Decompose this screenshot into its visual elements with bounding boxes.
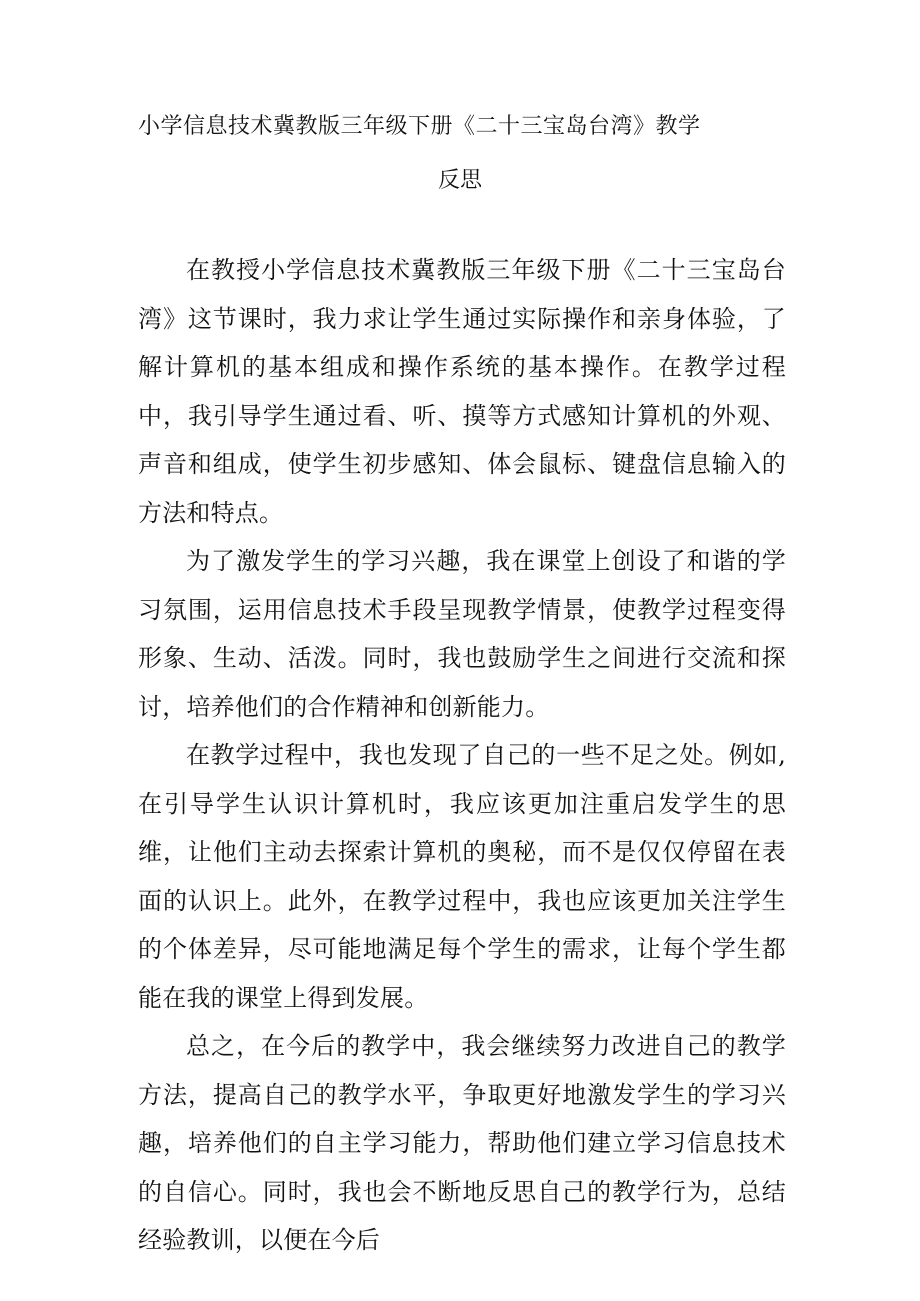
paragraph-2: 为了激发学生的学习兴趣，我在课堂上创设了和谐的学习氛围，运用信息技术手段呈现教学情景，使教学过程变得形象、生动、活泼。同时，我也鼓励学生之间进行交流和探讨，培养他们的合作精神和创新能力。 [138, 547, 786, 721]
paragraph-3: 在教学过程中，我也发现了自己的一些不足之处。例如,在引导学生认识计算机时，我应该更加注重启发学生的思维，让他们主动去探索计算机的奥秘，而不是仅仅停留在表面的认识上。此外，在教学过程中，我也应该更加关注学生的个体差异，尽可能地满足每个学生的需求，让每个学生都能在我的课堂上得到发展。 [138, 741, 786, 1012]
document-title: 小学信息技术冀教版三年级下册《二十三宝岛台湾》教学 [138, 114, 701, 139]
document-body [138, 246, 786, 1265]
paragraph-1: 在教授小学信息技术冀教版三年级下册《二十三宝岛台湾》这节课时，我力求让学生通过实际操作和亲身体验，了解计算机的基本组成和操作系统的基本操作。在教学过程中，我引导学生通过看、听、摸等方式感知计算机的外观、声音和组成，使学生初步感知、体会鼠标、键盘信息输入的方法和特点。 [138, 256, 786, 527]
document-title-continuation: 反思 [437, 168, 482, 193]
paragraph-4: 总之，在今后的教学中，我会继续努力改进自己的教学方法，提高自己的教学水平，争取更好地激发学生的学习兴趣，培养他们的自主学习能力，帮助他们建立学习信息技术的自信心。同时，我也会不断地反思自己的教学行为，总结经验教训，以便在今后 [138, 1032, 786, 1254]
